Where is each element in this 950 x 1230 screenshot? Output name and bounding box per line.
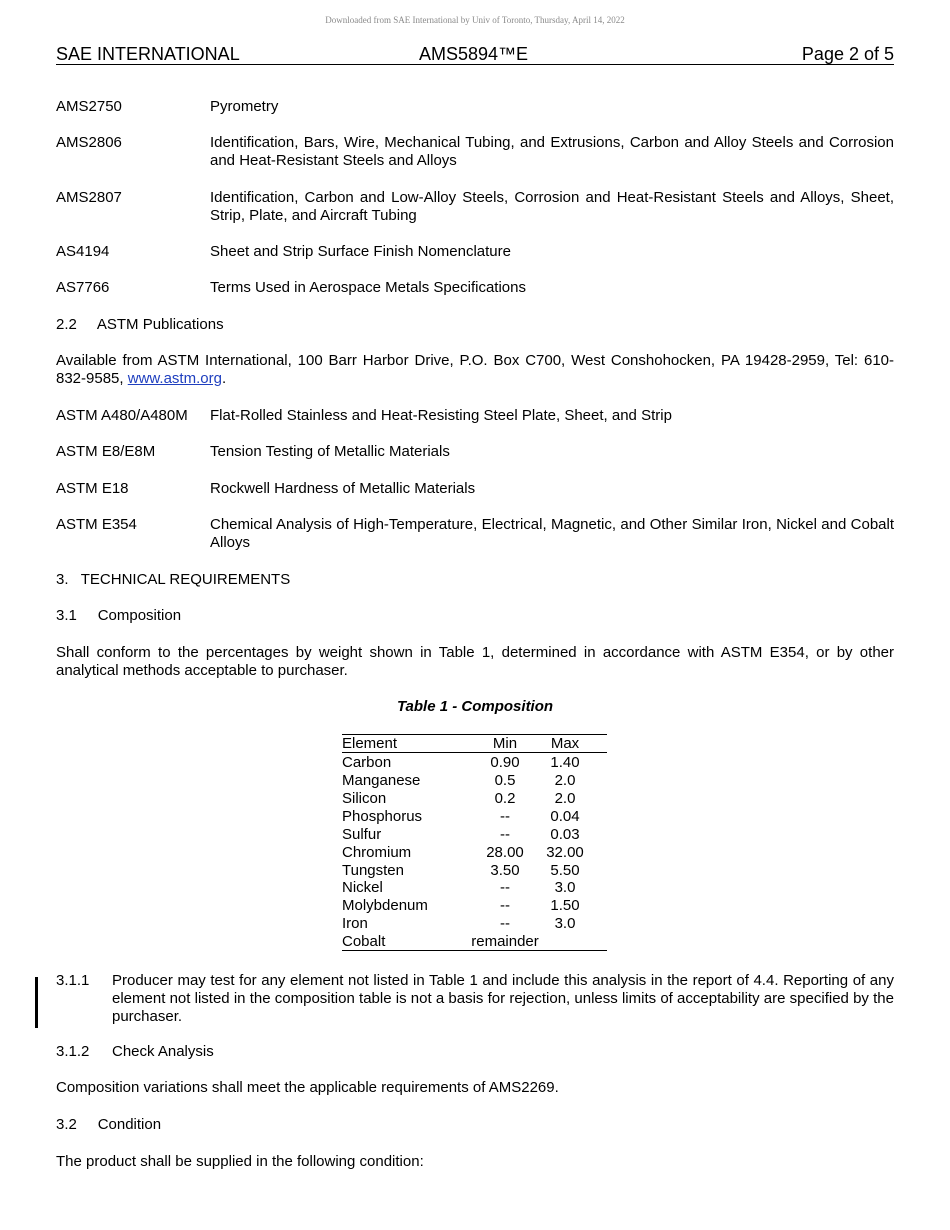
header-doc-number: AMS5894™E [419, 44, 529, 64]
section-title-3-1-2: Check Analysis [112, 1043, 214, 1060]
table-cell-min: 3.50 [490, 862, 520, 879]
table-cell-min: 0.2 [494, 790, 516, 807]
table-cell-element: Phosphorus [342, 808, 423, 825]
table-cell-max: 2.0 [554, 790, 576, 807]
table-cell-max: 3.0 [554, 915, 576, 932]
table-cell-min: -- [500, 915, 510, 932]
ref-code: ASTM A480/A480M [56, 407, 188, 424]
table-cell-min: 0.5 [494, 772, 516, 789]
table-header-max: Max [550, 735, 580, 752]
table-cell-max: 3.0 [554, 879, 576, 896]
ref-title: Identification, Carbon and Low-Alloy Steels, Corrosion and Heat-Resistant Steels and Alloys, Sheet, Strip, Plate, and Aircraft Tubing [210, 189, 894, 224]
table-cell-max: 0.04 [550, 808, 580, 825]
section-heading-technical: 3. TECHNICAL REQUIREMENTS [56, 571, 291, 588]
section-number-3-1-1: 3.1.1 [56, 972, 90, 989]
ref-title: Terms Used in Aerospace Metals Specifications [210, 279, 526, 296]
table-cell-element: Chromium [342, 844, 412, 861]
table-cell-element: Nickel [342, 879, 383, 896]
table-cell-min: -- [500, 879, 510, 896]
astm-website-link[interactable]: www.astm.org [127, 370, 222, 387]
ref-title: Pyrometry [210, 98, 279, 115]
check-analysis-paragraph: Composition variations shall meet the applicable requirements of AMS2269. [56, 1079, 559, 1096]
table-cell-max: 1.40 [550, 754, 580, 771]
table-cell-element: Molybdenum [342, 897, 428, 914]
table-header-element: Element [342, 735, 398, 752]
table-cell-element: Sulfur [342, 826, 382, 843]
table-cell-min: 0.90 [490, 754, 520, 771]
table-cell-min: -- [500, 808, 510, 825]
table-cell-min: -- [500, 897, 510, 914]
revision-change-bar [35, 977, 38, 1028]
table-cell-element: Iron [342, 915, 368, 932]
table-header-min: Min [492, 735, 518, 752]
table-cell-element: Carbon [342, 754, 392, 771]
table-cell-min: 28.00 [486, 844, 524, 861]
ref-code: AMS2807 [56, 189, 122, 206]
table-cell-min: remainder [471, 933, 539, 950]
condition-paragraph: The product shall be supplied in the following condition: [56, 1153, 424, 1170]
table-cell-element: Tungsten [342, 862, 404, 879]
ref-title: Chemical Analysis of High-Temperature, Electrical, Magnetic, and Other Similar Iron, Nickel and Cobalt Alloys [210, 516, 894, 551]
download-notice: Downloaded from SAE International by Univ of Toronto, Thursday, April 14, 2022 [325, 15, 625, 25]
table-header-rule [342, 752, 607, 753]
section-number-3-1-2: 3.1.2 [56, 1043, 90, 1060]
table-cell-max: 32.00 [546, 844, 584, 861]
ref-code: AMS2806 [56, 134, 122, 151]
availability-text: Available from ASTM International, 100 Barr Harbor Drive, P.O. Box C700, West Conshohocken, PA 19428-2959, Tel: 610-832-9585, [56, 352, 894, 387]
header-page-number: Page 2 of 5 [801, 44, 894, 64]
table-cell-element: Silicon [342, 790, 387, 807]
availability-suffix: . [221, 370, 227, 387]
ref-title: Tension Testing of Metallic Materials [210, 443, 450, 460]
table-caption: Table 1 - Composition [396, 698, 554, 715]
table-bottom-rule [342, 950, 607, 951]
ref-code: ASTM E8/E8M [56, 443, 156, 460]
section-text-3-1-1: Producer may test for any element not listed in Table 1 and include this analysis in the report of 4.4. Reporting of any element not listed in the composition table is not a basis for rejection, unless limits of acceptability are specified by the purchaser. [112, 972, 894, 1025]
table-cell-element: Manganese [342, 772, 421, 789]
table-cell-min: -- [500, 826, 510, 843]
section-heading-composition: 3.1 Composition [56, 607, 182, 624]
table-cell-max: 5.50 [550, 862, 580, 879]
composition-paragraph: Shall conform to the percentages by weight shown in Table 1, determined in accordance with ASTM E354, or by other analytical methods acceptable to purchaser. [56, 644, 894, 679]
section-heading-astm: 2.2 ASTM Publications [56, 316, 224, 333]
section-heading-condition: 3.2 Condition [56, 1116, 162, 1133]
ref-title: Sheet and Strip Surface Finish Nomenclature [210, 243, 511, 260]
ref-code: AS4194 [56, 243, 110, 260]
ref-title: Flat-Rolled Stainless and Heat-Resisting Steel Plate, Sheet, and Strip [210, 407, 672, 424]
ref-code: ASTM E18 [56, 480, 129, 497]
ref-code: ASTM E354 [56, 516, 137, 533]
ref-code: AS7766 [56, 279, 110, 296]
header-org: SAE INTERNATIONAL [56, 44, 240, 64]
ref-code: AMS2750 [56, 98, 122, 115]
table-cell-element: Cobalt [342, 933, 386, 950]
table-cell-max: 1.50 [550, 897, 580, 914]
header-rule [56, 64, 894, 65]
astm-availability [56, 352, 894, 388]
ref-title: Identification, Bars, Wire, Mechanical Tubing, and Extrusions, Carbon and Alloy Steels and Corrosion and Heat-Resistant Steels and Alloys [210, 134, 894, 169]
table-cell-max: 2.0 [554, 772, 576, 789]
ref-title: Rockwell Hardness of Metallic Materials [210, 480, 476, 497]
table-cell-max: 0.03 [550, 826, 580, 843]
